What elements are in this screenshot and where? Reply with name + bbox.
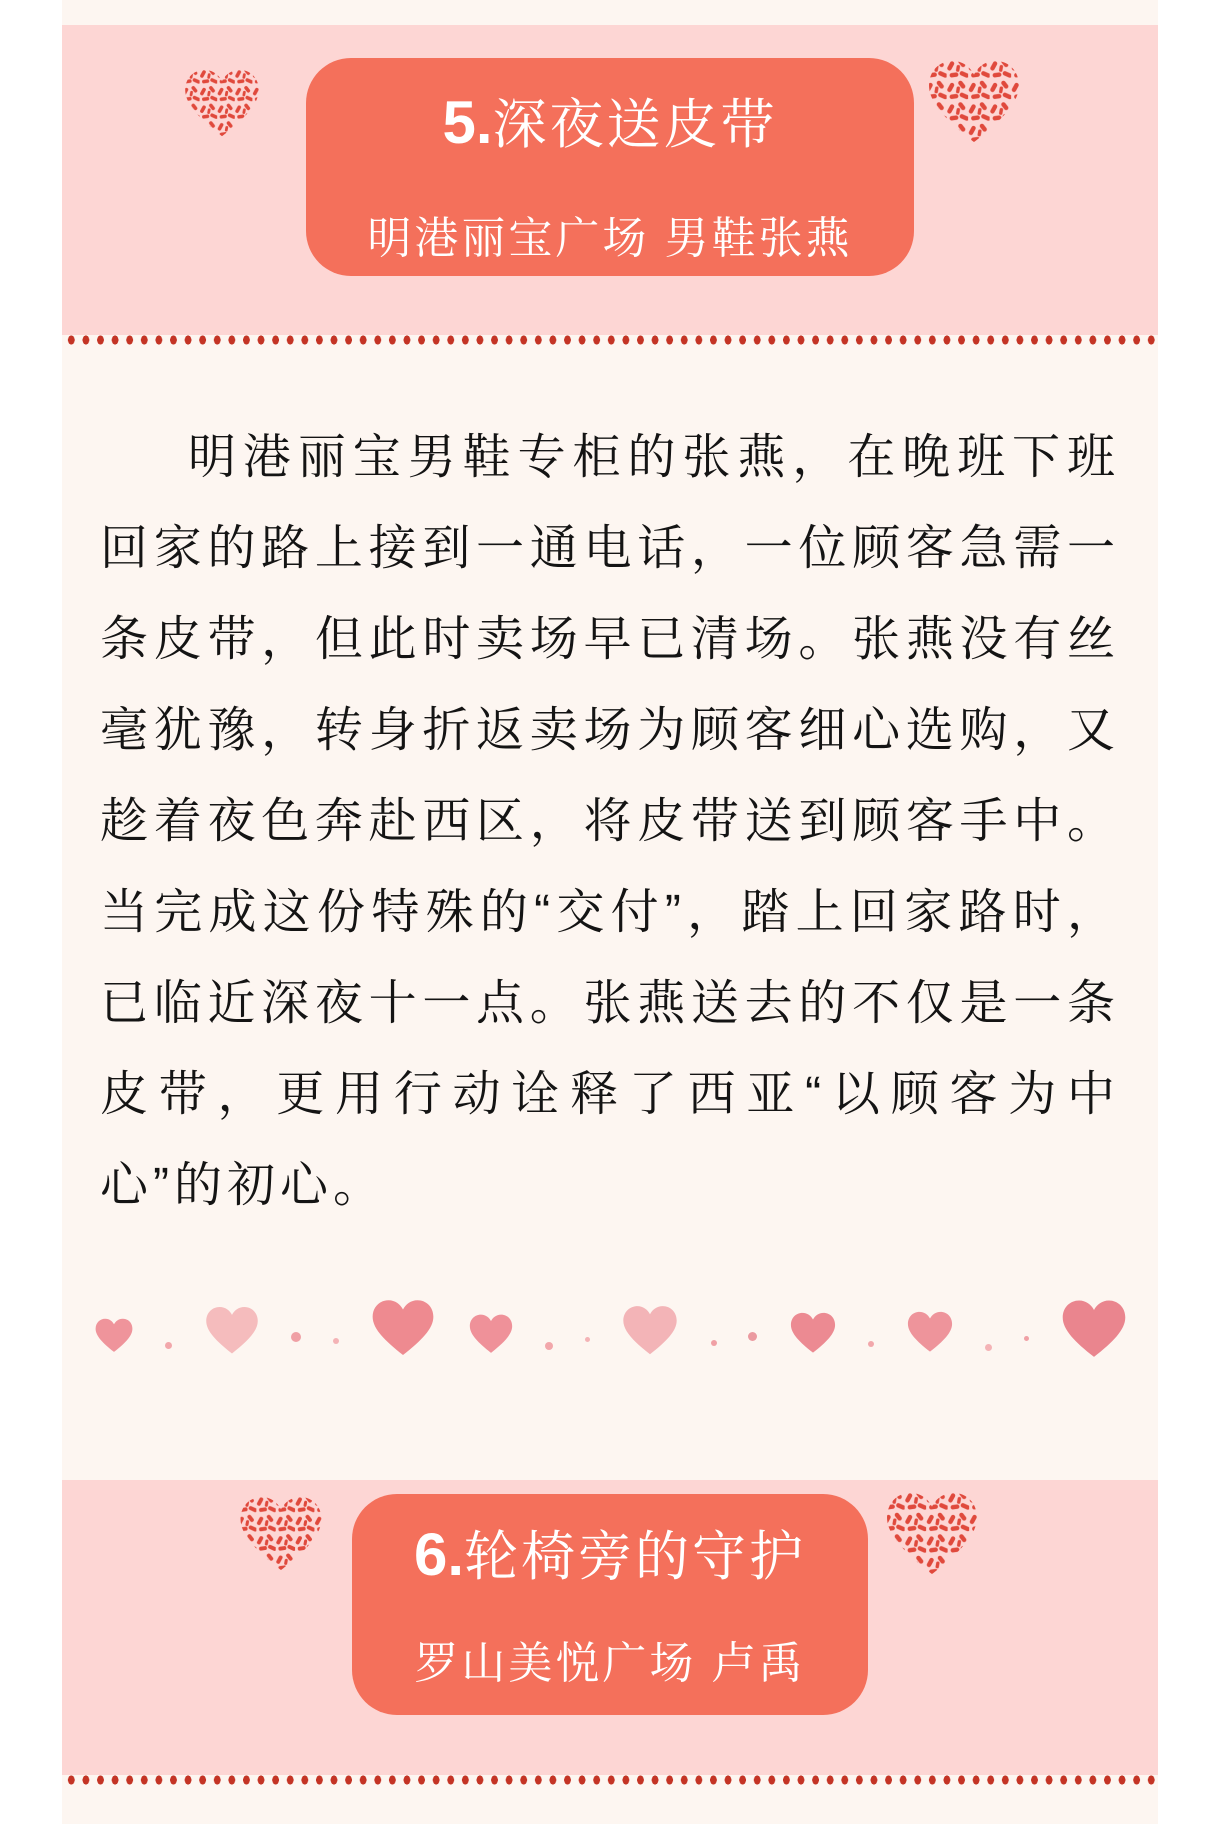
hearts-divider — [94, 1290, 1128, 1370]
watercolor-heart-icon — [94, 1317, 134, 1354]
watercolor-heart-icon — [204, 1305, 260, 1356]
heart-dot — [165, 1342, 172, 1349]
section-6-title-text: 轮椅旁的守护 — [464, 1527, 807, 1587]
confetti-heart-icon — [182, 57, 262, 150]
heart-dot — [291, 1332, 301, 1342]
section-6-title — [352, 1520, 868, 1592]
section-5-title — [306, 88, 914, 160]
article-page — [62, 0, 1158, 1757]
heart-dot — [333, 1338, 339, 1344]
section-5-header-band — [62, 25, 1158, 335]
watercolor-heart-icon — [906, 1310, 954, 1354]
section-6-number: 6. — [413, 1521, 465, 1588]
confetti-heart-icon — [925, 58, 1023, 146]
bottom-margin-strip — [62, 1785, 1158, 1824]
section-6-title-card — [352, 1494, 868, 1715]
top-margin-strip — [62, 0, 1158, 25]
watercolor-heart-icon — [1060, 1298, 1128, 1360]
confetti-heart-icon — [237, 1490, 325, 1578]
dotted-divider — [62, 335, 1158, 345]
story-paragraph: 明港丽宝男鞋专柜的张燕，在晚班下班回家的路上接到一通电话，一位顾客急需一条皮带，但此时卖场早已清场。张燕没有丝毫犹豫，转身折返卖场为顾客细心选购，又趁着夜色奔赴西区，将皮带送到顾客手中。当完成这份特殊的“交付”，踏上回家路时，已临近深夜十一点。张燕送去的不仅是一条皮带，更用行动诠释了西亚“以顾客为中心”的初心。 — [100, 431, 1120, 1212]
watercolor-heart-icon — [789, 1311, 837, 1355]
section-6-header-band — [62, 1480, 1158, 1775]
watercolor-heart-icon — [468, 1313, 514, 1355]
watercolor-heart-icon — [370, 1298, 436, 1358]
heart-dot — [868, 1341, 874, 1347]
section-5-subtitle: 明港丽宝广场 男鞋张燕 — [367, 214, 853, 263]
watercolor-heart-icon — [621, 1304, 679, 1357]
heart-dot — [545, 1342, 553, 1350]
section-5-number: 5. — [442, 89, 493, 156]
confetti-heart-icon — [881, 1490, 983, 1578]
heart-dot — [985, 1344, 992, 1351]
section-5-title-text: 深夜送皮带 — [492, 95, 778, 155]
heart-dot — [711, 1340, 717, 1346]
heart-dot — [1024, 1336, 1029, 1341]
section-6-subtitle: 罗山美悦广场 卢禹 — [414, 1639, 806, 1688]
heart-dot — [748, 1332, 757, 1341]
section-5-title-card — [306, 58, 914, 276]
dotted-divider — [62, 1775, 1158, 1785]
story-section — [62, 412, 1158, 1480]
heart-dot — [585, 1337, 590, 1342]
